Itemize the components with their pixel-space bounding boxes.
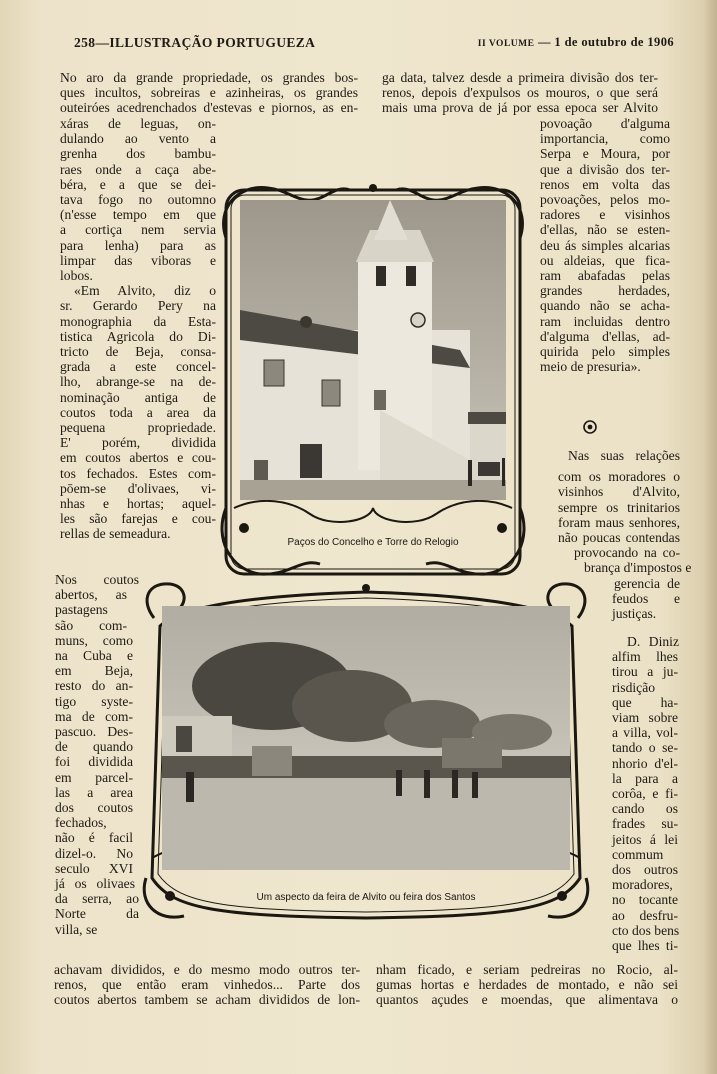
col1-mid-line: limpar das viboras e [60,252,216,268]
col2-low-line: la para a [612,770,678,786]
col1-low-line: são com- [55,617,127,633]
col1-low-line: las a area [55,784,133,800]
col2-mid-line: quirida pelo simples [540,344,670,359]
section-divider-mark [582,419,598,435]
col2-para2-line: não poucas contendas [558,530,680,545]
col2-low-line: viam sobre [612,710,678,725]
col1-low-line: resto do an- [55,678,133,694]
col2-low-line: corôa, e fi- [612,786,678,801]
col2-low-line: cto dos bens [612,922,680,938]
col1-mid-line: E' porém, dividida [60,435,216,451]
caption-photo-2: Um aspecto da feira de Alvito ou feira dos Santos [256,892,476,903]
col1-low-line: seculo XVI [55,860,133,876]
header-title: 258—ILLUSTRAÇÃO PORTUGUEZA [74,35,316,50]
col1-mid-line: sr. Gerardo Pery na [60,298,216,314]
col2-para2-line: justiças. [612,606,657,621]
col1-mid-line: béra, e a que se dei- [60,176,216,192]
col1-mid-line: nominação antiga de [60,389,216,405]
photo-frame-feira [140,578,592,922]
col1-mid-line: para lenha) para as [60,237,216,253]
col1-mid-line: tos fechados. Estes com- [60,465,216,481]
col2-para2-line: foram maus senhores, [558,514,680,530]
col1-low-line: de quando [55,739,133,755]
col1-low-line: dos coutos [55,800,133,815]
col2-low-line: commum [612,846,664,862]
col2-low-line: no tocante [612,892,678,908]
photo-feira-dos-santos [162,606,570,870]
col1-low-line: dizel-o. No [55,845,133,861]
col2-para2-line: feudos e [612,590,680,606]
col1-mid-line: nhas e hortas; aquel- [60,496,216,511]
col2-mid-line: grandes herdades, [540,283,670,299]
col1-mid-line: coutos toda a area da [60,404,216,420]
col1-mid-line: grenha dos bambu- [60,146,216,162]
header-date [478,35,674,50]
col1-mid-line: pequena propriedade. [60,420,216,435]
col2-low-line: alfim lhes [612,649,678,665]
col1-mid-line: tistica Agricola do Di- [60,328,216,344]
col2-para2-line: com os moradores o [558,469,680,485]
col2-bottom-line: quantos açudes e moendas, que alimentava o [376,992,678,1008]
col2-low-line: que ha- [612,694,678,710]
col1-bottom-line: coutos abertos tambem se acham divididos de lon- [54,992,360,1008]
col1-low-line: ma de com- [55,708,133,724]
col2-mid-line: importancia, como [540,131,670,147]
col2-bottom-line: nham ficado, e seriam pedreiras no Rocio, al- [376,962,678,977]
col2-mid-line: povoações, pelos mo- [540,192,670,207]
col2-mid-line: d'ellas, não se esten- [540,222,670,238]
caption-photo-1: Paços do Concelho e Torre do Relogio [287,537,459,548]
col1-mid-line: dulando ao vento a [60,131,216,147]
col1-low-line: Norte da [55,906,139,922]
col1-mid-line: em coutos abertos e cou- [60,450,216,466]
col1-mid-line: les são farejas e cou- [60,511,216,527]
col1-low-line: Nos coutos [55,572,139,587]
col2-para2-line: visinhos d'Alvito, [558,484,680,500]
col1-low-line: pastagens [55,602,108,618]
col1-mid-line: grada a este concel- [60,359,216,375]
col2-mid-line: ou aldeias, que fica- [540,252,670,268]
col1-low-line: já os olivaes [55,876,135,891]
col2-mid-line: ram abafadas pelas [540,268,670,283]
col2-mid-line: d'alguma d'ellas, ad- [540,328,670,344]
col1-low-line: na Cuba e [55,648,133,663]
col1-mid-line: pōem-se d'olivaes, vi- [60,480,216,496]
col2-top-line: mais uma prova de já por essa epoca ser Alvito [382,100,658,116]
col1-low-line: tigo syste- [55,693,133,709]
col1-bottom-line: renos, que então eram vinhedos... Parte dos [54,977,360,993]
col2-para2-line: provocando na co- [574,545,680,561]
col2-low-line: D. Diniz [627,634,679,649]
col2-para2-line: Nas suas relações [568,448,680,463]
col2-low-line: dos outros [612,862,678,877]
col1-mid-line: lho, abrange-se na de- [60,374,216,390]
col2-top-line: ga data, talvez desde a primeira divisão dos ter- [382,70,658,85]
col1-low-line: foi dividida [55,754,133,770]
col2-para2-line: sempre os trinitarios [558,499,680,515]
col1-low-line: em parcel- [55,769,133,785]
col1-top-line: No aro da grande propriedade, os grandes bos- [60,70,358,85]
col2-mid-line: meio de presuria». [540,359,641,375]
col2-mid-line: renos em volta das [540,176,670,192]
col1-mid-line: (n'esse tempo em que [60,207,216,223]
col1-low-line: villa, se [55,921,98,937]
photo-frame-town-hall [220,178,526,580]
col1-mid-line: «Em Alvito, diz o [74,283,216,299]
header-volume: II VOLUME [477,39,535,49]
col1-mid-line: a cortiça nem servia [60,222,216,238]
col1-mid-line: rellas de semeadura. [60,526,171,542]
page-fold-shadow [703,0,717,1074]
col1-low-line: abertos, as [55,587,127,603]
col1-mid-line: xáras de leguas, on- [60,116,216,131]
col2-bottom-line: gumas hortas e herdades de montado, e não sei [376,977,678,993]
col2-para2-line: brança d'impostos e [584,560,692,576]
col1-mid-line: tricto de Beja, consa- [60,344,216,359]
col2-low-line: frades su- [612,816,678,832]
col2-low-line: a villa, vol- [612,725,678,741]
col2-low-line: cando os [612,801,678,817]
col2-mid-line: que a divisão dos ter- [540,161,670,177]
header-date-text: — 1 de outubro de 1906 [534,35,674,49]
col2-low-line: ao desfru- [612,907,678,923]
col1-low-line: da serra, ao [55,891,139,907]
col2-low-line: jeitos á lei [612,831,678,847]
photo-pacos-do-concelho [240,200,506,500]
col2-low-line: moradores, [612,877,673,893]
col1-low-line: pascuo. Des- [55,724,133,739]
col2-low-line: tirou a ju- [612,664,678,680]
col1-low-line: fechados, [55,815,107,831]
col1-low-line: muns, como [55,632,133,648]
col1-mid-line: tava fogo no outomno [60,192,216,207]
col2-top-line: renos, depois d'expulsos os mouros, o que será [382,85,658,101]
col1-top-line: ques incultos, sobreiras e azinheiras, os grandes [60,85,358,101]
col2-low-line: nhorio d'el- [612,755,678,771]
col2-mid-line: Serpa e Moura, por [540,146,670,162]
col2-para2-line: gerencia de [614,575,680,591]
col1-bottom-line: achavam divididos, e do mesmo modo outros ter- [54,962,360,977]
col1-mid-line: raes onde a caça abe- [60,161,216,177]
running-header [74,35,674,51]
col2-mid-line: ram incluidas dentro [540,313,670,329]
col2-mid-line: deu ás simples alcarias [540,237,670,253]
col1-low-line: em Beja, [55,663,133,679]
col2-mid-line: quando não se acha- [540,298,670,314]
col2-mid-line: povoação d'alguma [540,116,670,131]
col2-low-line: tando o se- [612,740,678,756]
col1-top-line: outeiróes acedrenchados d'estevas e piornos, as en- [60,100,358,116]
circled-dot-icon [582,419,598,435]
col1-mid-line: monographia da Esta- [60,313,216,329]
col1-mid-line: lobos. [60,268,93,283]
col2-low-line: que lhes ti- [612,938,678,953]
col1-low-line: não é facil [55,830,133,846]
col2-mid-line: radores e visinhos [540,207,670,223]
col2-low-line: risdição [612,679,656,695]
